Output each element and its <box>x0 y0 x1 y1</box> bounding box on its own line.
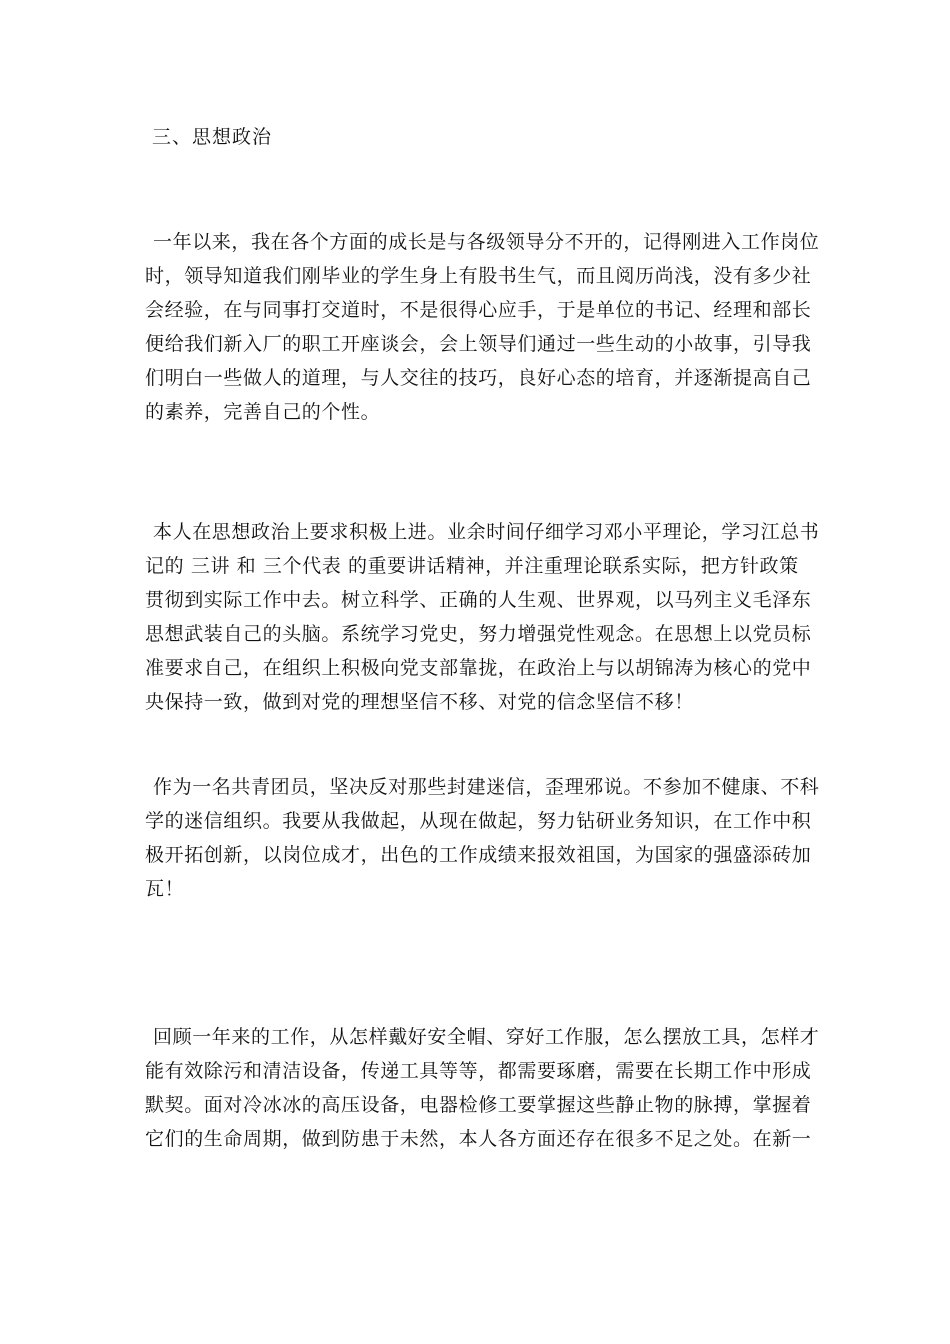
paragraph-line: 回顾一年来的工作，从怎样戴好安全帽、穿好工作服，怎么摆放工具，怎样才 <box>153 1026 820 1048</box>
paragraph-line: 瓦！ <box>145 878 185 900</box>
paragraph-growth <box>145 225 820 429</box>
paragraph-line: 能有效除污和清洁设备，传递工具等等，都需要琢磨，需要在长期工作中形成 <box>145 1060 812 1082</box>
paragraph-line: 时，领导知道我们刚毕业的学生身上有股书生气，而且阅历尚浅，没有多少社 <box>145 265 812 287</box>
paragraph-line: 会经验，在与同事打交道时，不是很得心应手，于是单位的书记、经理和部长 <box>145 299 812 321</box>
paragraph-line: 便给我们新入厂的职工开座谈会，会上领导们通过一些生动的小故事，引导我 <box>145 333 812 355</box>
paragraph-line: 准要求自己，在组织上积极向党支部靠拢，在政治上与以胡锦涛为核心的党中 <box>145 657 812 679</box>
paragraph-line: 极开拓创新，以岗位成才，出色的工作成绩来报效祖国，为国家的强盛添砖加 <box>145 844 812 866</box>
paragraph-line: 一年以来，我在各个方面的成长是与各级领导分不开的，记得刚进入工作岗位 <box>153 231 820 253</box>
paragraph-line: 作为一名共青团员，坚决反对那些封建迷信，歪理邪说。不参加不健康、不科 <box>153 776 820 798</box>
paragraph-league-member <box>145 770 820 906</box>
paragraph-line: 央保持一致，做到对党的理想坚信不移、对党的信念坚信不移！ <box>145 691 694 713</box>
paragraph-line: 记的 三讲 和 三个代表 的重要讲话精神，并注重理论联系实际，把方针政策 <box>145 555 799 577</box>
paragraph-review <box>145 1020 820 1156</box>
paragraph-line: 的素养，完善自己的个性。 <box>145 401 381 423</box>
paragraph-political <box>145 515 820 719</box>
paragraph-line: 默契。面对冷冰冰的高压设备，电器检修工要掌握这些静止物的脉搏，掌握着 <box>145 1094 812 1116</box>
paragraph-line: 它们的生命周期，做到防患于未然，本人各方面还存在很多不足之处。在新一 <box>145 1128 812 1150</box>
paragraph-line: 思想武装自己的头脑。系统学习党史，努力增强党性观念。在思想上以党员标 <box>145 623 812 645</box>
paragraph-line: 们明白一些做人的道理，与人交往的技巧，良好心态的培育，并逐渐提高自己 <box>145 367 812 389</box>
paragraph-line: 贯彻到实际工作中去。树立科学、正确的人生观、世界观，以马列主义毛泽东 <box>145 589 812 611</box>
paragraph-line: 本人在思想政治上要求积极上进。业余时间仔细学习邓小平理论，学习江总书 <box>153 521 820 543</box>
paragraph-line: 学的迷信组织。我要从我做起，从现在做起，努力钻研业务知识，在工作中积 <box>145 810 812 832</box>
section-heading: 三、思想政治 <box>152 126 273 148</box>
